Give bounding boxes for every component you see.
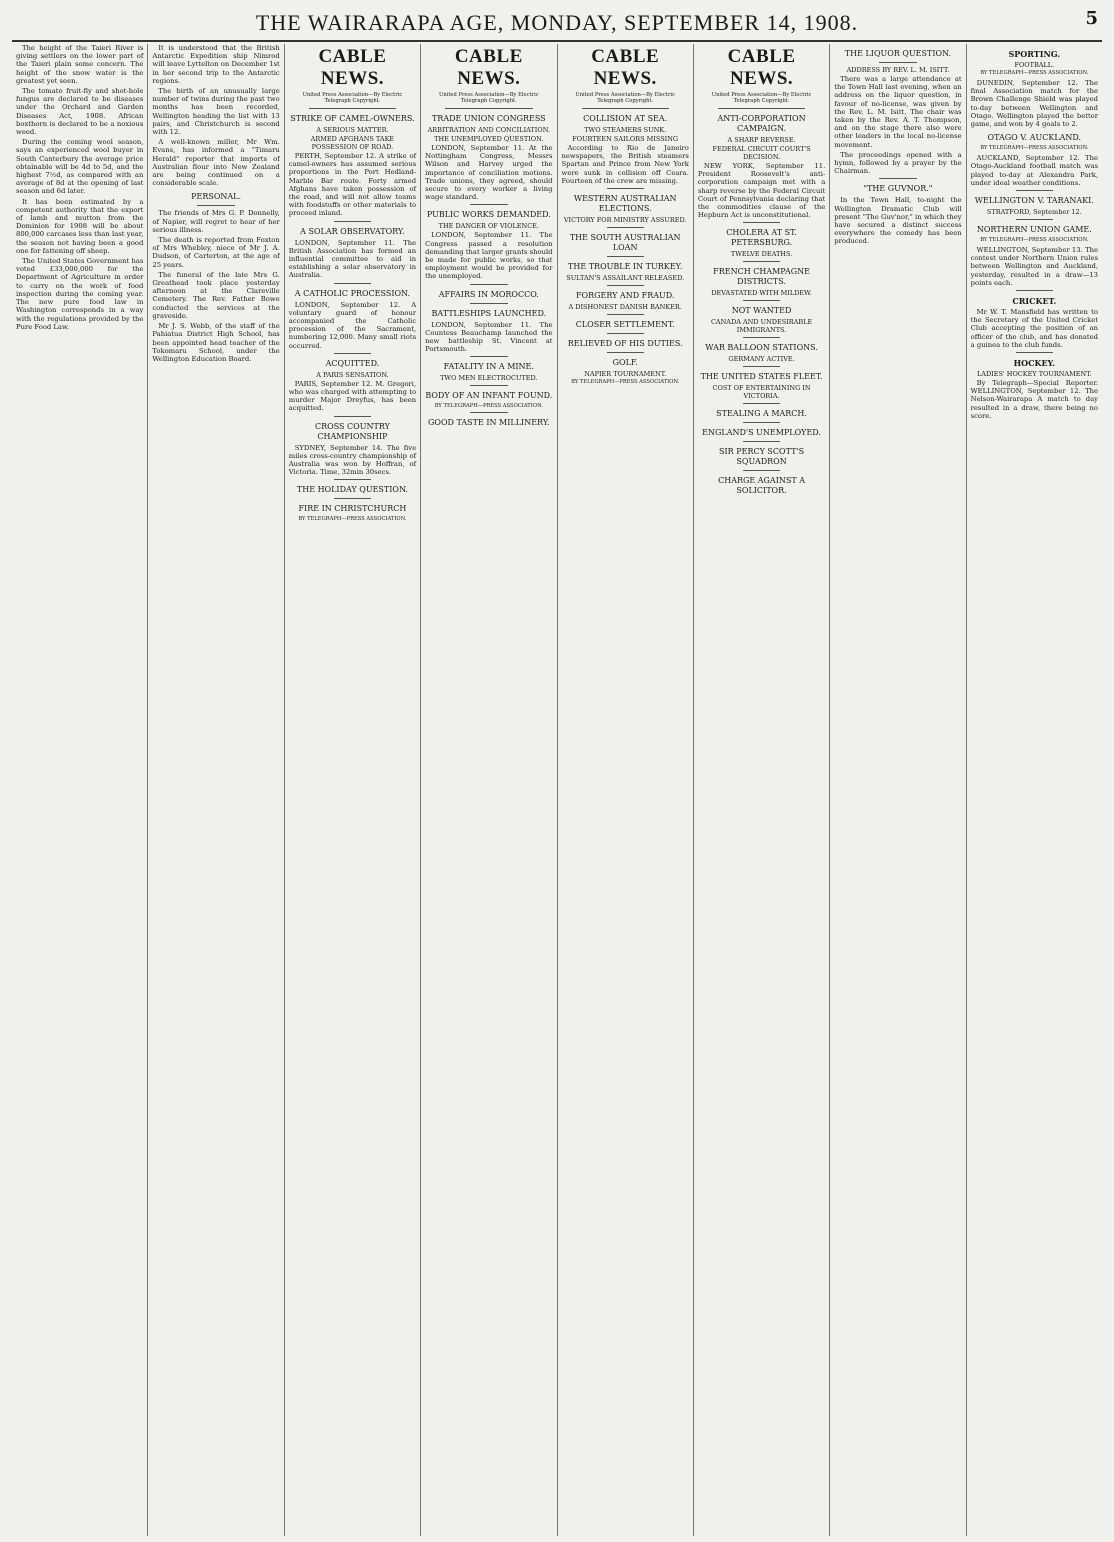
divider xyxy=(470,284,507,285)
article-heading: FORGERY AND FRAUD. xyxy=(575,291,675,301)
article-heading: NOT WANTED xyxy=(731,306,792,316)
article-subheading: LADIES' HOCKEY TOURNAMENT. xyxy=(976,370,1092,379)
column-7 xyxy=(830,44,966,1536)
column-4 xyxy=(421,44,557,1536)
credit-line: BY TELEGRAPH—PRESS ASSOCIATION. xyxy=(434,403,543,410)
section-heading: PERSONAL. xyxy=(191,192,242,202)
article-subheading: FOOTBALL. xyxy=(1014,61,1055,69)
divider xyxy=(1016,190,1053,191)
article-paragraph: In the Town Hall, to-night the Wellington Dramatic Club will present "The Guv'nor," in which they have secured a distinct success everywhere the comedy has been produced. xyxy=(834,196,962,246)
divider xyxy=(309,108,396,109)
article-heading: THE HOLIDAY QUESTION. xyxy=(296,485,408,495)
article-paragraph: The tomato fruit-fly and shot-hole fungus are declared to be diseases under the Orchard and Garden Diseases Act, 1908. African boxthorn is declared to be a noxious weed. xyxy=(16,87,144,137)
article-heading: THE TROUBLE IN TURKEY. xyxy=(568,262,683,272)
columns xyxy=(12,44,1102,1536)
article-paragraph: LONDON, September 12. A voluntary guard of honour accompanied the Catholic procession of the Sacrament, numbering 12,000. Many small riots occurred. xyxy=(288,300,417,350)
article-subheading: ARBITRATION AND CONCILIATION. xyxy=(427,126,551,134)
masthead-title: THE WAIRARAPA AGE, MONDAY, SEPTEMBER 14, 1908. xyxy=(255,10,859,35)
article-subheading: SULTAN'S ASSAILANT RELEASED. xyxy=(566,274,685,283)
credit-line: BY TELEGRAPH—PRESS ASSOCIATION. xyxy=(980,237,1089,244)
article-subheading: TWO STEAMERS SUNK. xyxy=(584,126,667,134)
divider xyxy=(743,222,780,223)
divider xyxy=(743,422,780,423)
article-subheading: THE DANGER OF VIOLENCE. xyxy=(438,222,539,231)
article-paragraph: It has been estimated by a competent authority that the export of lamb and mutton from the Dominion for 1908 will be about 800,000 carcases less than last year, the season not having been a good one for fattening off sheep. xyxy=(16,197,144,255)
article-paragraph: LONDON, September 11. The Congress passed a resolution demanding that larger grants should be made for public works, so that employment would be provided for the unemployed. xyxy=(425,231,553,281)
article-subheading: VICTORY FOR MINISTRY ASSURED. xyxy=(563,216,687,225)
article-subheading: FOURTEEN SAILORS MISSING xyxy=(572,135,679,143)
article-heading: WESTERN AUSTRALIAN ELECTIONS. xyxy=(573,194,677,214)
article-heading: "THE GUVNOR." xyxy=(863,184,933,194)
article-heading: STRIKE OF CAMEL-OWNERS. xyxy=(290,114,415,123)
article-paragraph: A well-known miller, Mr Wm. Evans, has informed a "Timaru Herald" reporter that imports of Australian flour into New Zealand are being continued on a considerable scale. xyxy=(152,138,280,188)
divider xyxy=(197,205,234,206)
divider xyxy=(607,227,644,228)
article-heading: SIR PERCY SCOTT'S SQUADRON xyxy=(719,447,805,467)
divider xyxy=(470,303,507,304)
article-subheading: A DISHONEST DANISH BANKER. xyxy=(568,303,682,312)
article-heading: FIRE IN CHRISTCHURCH xyxy=(298,504,407,514)
article-paragraph: PERTH, September 12. A strike of camel-owners has assumed serious proportions in the Port Hedland-Marble Bar route. Forty armed Afghans have taken possession of the road, and will not allow teams with foodstuffs or other materials to proceed inland. xyxy=(288,152,417,218)
divider xyxy=(743,261,780,262)
article-heading: COLLISION AT SEA. xyxy=(583,114,668,123)
article-heading: CROSS COUNTRY CHAMPIONSHIP xyxy=(314,421,390,441)
article-paragraph: AUCKLAND, September 12. The Otago-Auckland football match was played to-day at Alexandra Park, under ideal weather conditions. xyxy=(970,154,1098,187)
article-paragraph: LONDON, September 11. At the Nottingham Congress, Messrs Wilson and Harvey urged the importance of conciliation motions. Trade unions, they agreed, should secure to every worker a living wage standard. xyxy=(425,144,553,202)
column-6 xyxy=(694,44,830,1536)
article-subheading: GERMANY ACTIVE. xyxy=(728,355,795,364)
column-2 xyxy=(148,44,284,1536)
article-subheading: NAPIER TOURNAMENT. xyxy=(584,370,667,379)
article-subheading: ARMED AFGHANS TAKE POSSESSION OF ROAD. xyxy=(310,135,395,151)
credit-line: United Press Association—By Electric Telegraph Copyright. xyxy=(575,92,676,104)
article-paragraph: SYDNEY, September 14. The five miles cross-country championship of Australia was won by Hoffran, of Victoria. Time, 32min 30secs. xyxy=(288,443,417,477)
column-1 xyxy=(12,44,148,1536)
cable-news-heading: CABLE NEWS. xyxy=(591,46,660,89)
credit-line: United Press Association—By Electric Telegraph Copyright. xyxy=(711,92,812,104)
article-heading: NORTHERN UNION GAME. xyxy=(976,225,1092,235)
masthead xyxy=(12,6,1102,42)
article-heading: FATALITY IN A MINE. xyxy=(443,362,534,372)
article-heading: GOOD TASTE IN MILLINERY. xyxy=(428,418,550,428)
article-paragraph: The proceedings opened with a hymn, followed by a prayer by the Chairman. xyxy=(834,150,962,176)
column-3 xyxy=(285,44,421,1536)
article-heading: AFFAIRS IN MOROCCO. xyxy=(438,289,539,299)
article-heading: ENGLAND'S UNEMPLOYED. xyxy=(702,428,821,438)
section-heading: HOCKEY. xyxy=(1013,358,1056,369)
article-heading: ANTI-CORPORATION CAMPAIGN. xyxy=(717,114,806,133)
divider xyxy=(334,416,371,417)
column-5 xyxy=(558,44,694,1536)
article-subheading: TWELVE DEATHS. xyxy=(730,250,793,259)
credit-line: BY TELEGRAPH—PRESS ASSOCIATION. xyxy=(980,70,1089,76)
divider xyxy=(334,498,371,499)
divider xyxy=(607,188,644,189)
article-subheading: DEVASTATED WITH MILDEW. xyxy=(711,289,812,298)
article-heading: GOLF. xyxy=(612,358,638,368)
article-heading: OTAGO V. AUCKLAND. xyxy=(987,133,1082,143)
divider xyxy=(743,337,780,338)
divider xyxy=(445,108,532,109)
article-heading: THE SOUTH AUSTRALIAN LOAN xyxy=(569,233,681,253)
divider xyxy=(607,256,644,257)
article-subheading: TWO MEN ELECTROCUTED. xyxy=(440,374,538,383)
article-subheading: A SHARP REVERSE. xyxy=(727,136,796,144)
article-paragraph: The United States Government has voted £33,000,000 for the Department of Agriculture in order to carry on the work of food inspection during the coming year. The new pure food law in Washington corresponds in a way with the regulations provided by the Pure Food Law. xyxy=(16,257,144,331)
article-paragraph: It is understood that the British Antarctic Expedition ship Nimrod will leave Lyttelton on December 1st in her second trip to the Antarctic regions. xyxy=(152,44,280,85)
divider xyxy=(470,356,507,357)
article-paragraph: LONDON, September 11. The British Association has formed an influential committee to aid in establishing a solar observatory in Australia. xyxy=(288,238,417,280)
credit-line: BY TELEGRAPH—PRESS ASSOCIATION. xyxy=(298,516,407,523)
article-heading: CHARGE AGAINST A SOLICITOR. xyxy=(718,476,806,496)
divider xyxy=(607,285,644,286)
article-heading: THE UNITED STATES FLEET. xyxy=(700,372,823,382)
divider xyxy=(334,283,371,284)
article-heading: BATTLESHIPS LAUNCHED. xyxy=(431,308,547,318)
article-paragraph: NEW YORK, September 11. President Roosevelt's anti-corporation campaign met with a sharp reverse by the Federal Circuit Court of Pennsylvania declaring that the commodities clause of the Hepburn Act is unconstitutional. xyxy=(697,162,826,220)
credit-line: United Press Association—By Electric Telegraph Copyright. xyxy=(302,92,403,104)
article-paragraph: The birth of an unusually large number of twins during the past two months has been recorded, Wellington heading the list with 13 pairs, and Christchurch is second with 12. xyxy=(152,87,280,137)
article-heading: FRENCH CHAMPAGNE DISTRICTS. xyxy=(713,267,810,287)
divider xyxy=(879,62,916,63)
divider xyxy=(470,385,507,386)
credit-line: BY TELEGRAPH—PRESS ASSOCIATION. xyxy=(980,145,1089,152)
divider xyxy=(334,353,371,354)
cable-news-heading: CABLE NEWS. xyxy=(727,46,796,89)
page-number: 5 xyxy=(1085,8,1098,29)
credit-line: BY TELEGRAPH—PRESS ASSOCIATION. xyxy=(571,379,680,386)
divider xyxy=(334,221,371,222)
divider xyxy=(718,108,805,109)
article-heading: WELLINGTON V. TARANAKI. xyxy=(974,196,1094,206)
article-heading: RELIEVED OF HIS DUTIES. xyxy=(567,339,683,349)
section-heading: CRICKET. xyxy=(1012,296,1057,307)
article-paragraph: There was a large attendance at the Town Hall last evening, when an address on the liquor question, in favour of no-license, was given by the Rev. L. M. Isitt. The chair was taken by the Rev. A. T. Thompson, and on the stage there also were other leaders in the local no-license movement. xyxy=(834,75,962,149)
article-heading: TRADE UNION CONGRESS xyxy=(431,114,546,123)
cable-news-heading: CABLE NEWS. xyxy=(318,46,387,89)
article-paragraph: The funeral of the late Mrs G. Greathead took place yesterday afternoon at the Clareville Cemetery. The Rev. Father Bowe conducted the services at the graveside. xyxy=(152,270,280,320)
divider xyxy=(879,178,916,179)
article-subheading: ADDRESS BY REV. L. M. ISITT. xyxy=(846,66,950,74)
article-heading: THE LIQUOR QUESTION. xyxy=(844,49,952,58)
divider xyxy=(1016,352,1053,353)
article-paragraph: By Telegraph—Special Reporter. WELLINGTON, September 12. The Nelson-Wairarapa A match to day resulted in a draw, there being no score. xyxy=(970,379,1098,420)
article-subheading: A SERIOUS MATTER. xyxy=(316,126,389,134)
article-paragraph: The friends of Mrs G. P. Donnelly, of Napier, will regret to hear of her serious illness. xyxy=(152,209,280,234)
article-paragraph: Mr W. T. Mansfield has written to the Secretary of the United Cricket Club accepting the position of an officer of the club, and has donated a guinea to the club funds. xyxy=(970,308,1098,349)
article-heading: A SOLAR OBSERVATORY. xyxy=(300,226,405,236)
divider xyxy=(470,204,507,205)
divider xyxy=(470,412,507,413)
divider xyxy=(1016,290,1053,291)
article-subheading: CANADA AND UNDESIRABLE IMMIGRANTS. xyxy=(710,318,813,335)
article-paragraph: WELLINGTON, September 13. The contest under Northern Union rules between Wellington and Auckland, yesterday, resulted in a draw—13 points each. xyxy=(970,246,1098,287)
cable-news-heading: CABLE NEWS. xyxy=(454,46,523,89)
divider xyxy=(607,333,644,334)
article-heading: BODY OF AN INFANT FOUND. xyxy=(425,391,553,401)
article-paragraph: DUNEDIN, September 12. The final Association match for the Brown Challenge Shield was played to-day between Wellington and Otago. Wellington played the better game, and won by 4 goals to 2. xyxy=(970,79,1098,129)
article-heading: ACQUITTED. xyxy=(325,358,380,368)
divider xyxy=(607,314,644,315)
article-heading: CLOSER SETTLEMENT. xyxy=(575,320,675,330)
credit-line: United Press Association—By Electric Telegraph Copyright. xyxy=(438,92,539,104)
article-paragraph: PARIS, September 12. M. Gregori, who was charged with attempting to murder Major Dreyfus, has been acquitted. xyxy=(288,379,417,413)
divider xyxy=(582,108,669,109)
article-heading: PUBLIC WORKS DEMANDED. xyxy=(426,210,551,220)
divider xyxy=(743,403,780,404)
column-8 xyxy=(967,44,1102,1536)
article-paragraph: LONDON, September 11. The Countess Beauchamp launched the new battleship St. Vincent at Portsmouth. xyxy=(425,320,553,354)
article-paragraph: During the coming wool season, says an experienced wool buyer in South Canterbury the average price obtainable will be 4d to 5d, and the highest 7½d, as compared with an average of 8d at the opening of last season and 6d later. xyxy=(16,138,144,196)
article-subheading: STRATFORD, September 12. xyxy=(986,208,1082,217)
divider xyxy=(607,352,644,353)
article-subheading: THE UNEMPLOYED QUESTION. xyxy=(434,135,544,143)
article-heading: CHOLERA AT ST. PETERSBURG. xyxy=(726,228,797,248)
article-subheading: COST OF ENTERTAINING IN VICTORIA. xyxy=(712,384,811,401)
article-heading: WAR BALLOON STATIONS. xyxy=(705,343,818,353)
article-heading: STEALING A MARCH. xyxy=(716,409,807,419)
article-subheading: FEDERAL CIRCUIT COURT'S DECISION. xyxy=(712,145,811,161)
article-subheading: A PARIS SENSATION. xyxy=(316,370,389,379)
article-paragraph: Mr J. S. Webb, of the staff of the Pahiatua District High School, has been appointed head teacher of the Tokomaru School, under the Wellington Education Board. xyxy=(152,322,280,363)
section-heading: SPORTING. xyxy=(1008,49,1061,59)
article-paragraph: According to Rio de Janeiro newspapers, the British steamers Spartan and Prince from New York were sunk in collision off Ceara. Fourteen of the crew are missing. xyxy=(561,144,689,185)
divider xyxy=(334,479,371,480)
article-paragraph: The death is reported from Foxton of Mrs Whebley, niece of Mr J. A. Dudson, of Carterton, at the age of 25 years. xyxy=(152,236,280,269)
divider xyxy=(743,300,780,301)
article-paragraph: The height of the Taieri River is giving settlers on the lower part of the Taieri plain some concern. The height of the snow water is the greatest yet seen. xyxy=(16,44,144,85)
divider xyxy=(743,366,780,367)
divider xyxy=(743,441,780,442)
divider xyxy=(1016,219,1053,220)
divider xyxy=(743,470,780,471)
article-heading: A CATHOLIC PROCESSION. xyxy=(294,288,411,298)
